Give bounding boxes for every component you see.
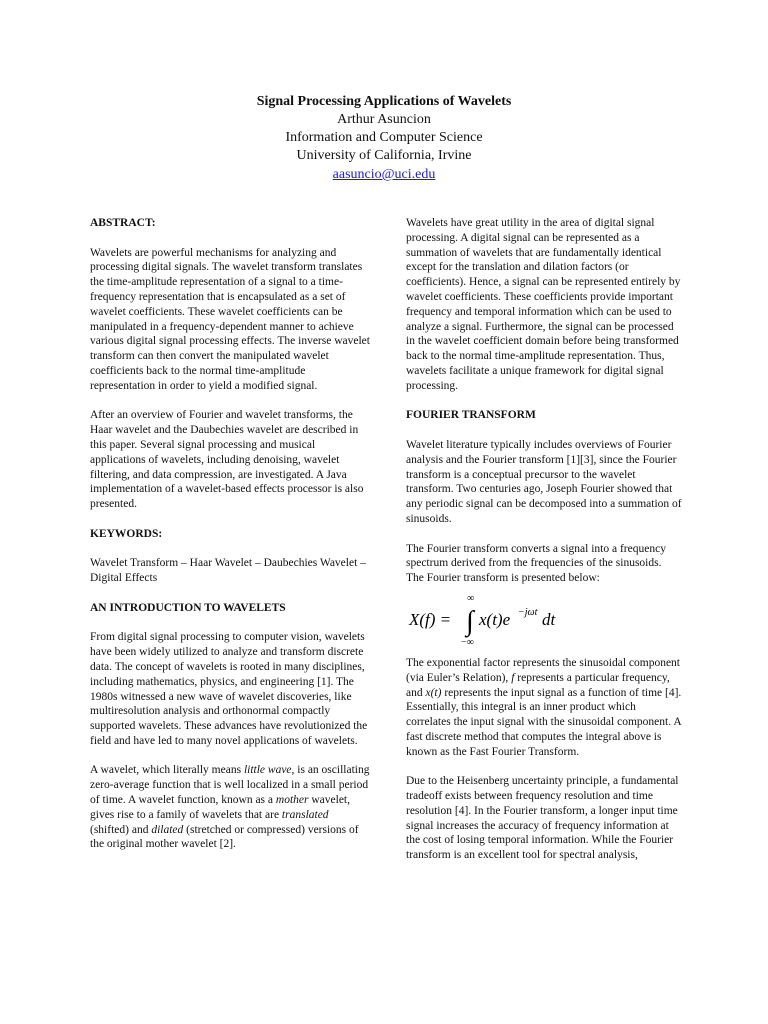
fourier-paragraph-1: Wavelet literature typically includes overviews of Fourier analysis and the Fourier transform [1][3], since the Fourier transform is a conceptual precursor to the wavelet transform. Two centuries ago, Joseph Fourier showed that any periodic signal can be decomposed into a summation of sinusoids. — [406, 438, 682, 525]
formula-lower-limit: −∞ — [461, 636, 474, 648]
keywords-text: Wavelet Transform – Haar Wavelet – Daubechies Wavelet – Digital Effects — [90, 557, 366, 585]
fourier-paragraph-3: The exponential factor represents the sinusoidal component (via Euler’s Relation), f represents a particular frequency, and x(t) represents the input signal as a function of time [4]. Essentially, this integral is an inner product which correlates the input signal with the sinusoidal component. A fast discrete method that computes the integral above is known as the Fast Fourier Transform. — [406, 656, 682, 758]
paper-title: Signal Processing Applications of Wavelets — [256, 94, 512, 109]
fourier-formula-svg — [406, 590, 606, 648]
italic-dilated: dilated — [151, 823, 184, 836]
italic-x-of-t: x(t) — [425, 686, 442, 699]
author-name: Arthur Asuncion — [337, 112, 431, 127]
author-email-link[interactable]: aasuncio@uci.edu — [332, 167, 436, 182]
formula-upper-limit: ∞ — [467, 592, 475, 604]
left-column — [90, 216, 370, 867]
abstract-heading: ABSTRACT: — [90, 217, 156, 229]
formula-body: x(t)e — [479, 609, 511, 629]
department: Information and Computer Science — [285, 130, 483, 145]
formula-exponent: −jωt — [518, 606, 538, 618]
italic-f: f — [511, 671, 515, 684]
fourier-heading: FOURIER TRANSFORM — [406, 409, 536, 422]
intro-heading: AN INTRODUCTION TO WAVELETS — [90, 601, 286, 614]
formula-lhs: X(f) = — [409, 609, 452, 629]
intro-paragraph-1: From digital signal processing to computer vision, wavelets have been widely utilized to analyze and transform discrete data. The concept of wavelets is rooted in many disciplines, including mathematics, physics, and engineering [1]. The 1980s witnessed a new wave of wavelet discoveries, like multiresolution analysis and orthonormal compactly supported wavelets. These advances have revolutionized the field and have led to many novel applications of wavelets. — [90, 631, 368, 747]
paper-header — [0, 93, 768, 184]
italic-little-wave: little wave — [243, 764, 292, 777]
abstract-paragraph-2: After an overview of Fourier and wavelet transforms, the Haar wavelet and the Daubechies wavelet are described in this paper. Several signal processing and musical applications of wavelets, including denoising, wavelet filtering, and data compression, are investigated. A Java implementation of a wavelet-based effects processor is also presented. — [90, 409, 364, 511]
right-column — [406, 216, 682, 878]
university: University of California, Irvine — [296, 148, 472, 163]
intro-paragraph-2: A wavelet, which literally means little wave, is an oscillating zero-average function that is well localized in a small period of time. A wavelet function, known as a mother wavelet, gives rise to a family of wavelets that are translated (shifted) and dilated (stretched or compressed) versions of the original mother wavelet [2]. — [90, 764, 370, 851]
wavelets-utility-paragraph: Wavelets have great utility in the area of digital signal processing. A digital signal can be represented as a summation of wavelets that are fundamentally identical except for the translation and dilation factors (or coefficients). Hence, a signal can be represented entirely by wavelet coefficients. These coefficients provide important frequency and temporal information which can be used to analyze a signal. Furthermore, the signal can be processed in the wavelet coefficient domain before being transformed back to the normal time-amplitude representation. Thus, wavelets facilitate a unique framework for digital signal processing. — [406, 217, 681, 392]
fourier-paragraph-4: Due to the Heisenberg uncertainty principle, a fundamental tradeoff exists between frequency resolution and time resolution [4]. In the Fourier transform, a longer input time signal increases the accuracy of frequency information at the cost of losing temporal information. While the Fourier transform is an excellent tool for spectral analysis, — [406, 775, 679, 862]
fourier-paragraph-2: The Fourier transform converts a signal into a frequency spectrum derived from the frequencies of the sinusoids. The Fourier transform is presented below: — [406, 542, 666, 585]
fourier-formula — [406, 590, 682, 648]
abstract-paragraph-1: Wavelets are powerful mechanisms for analyzing and processing digital signals. The wavelet transform translates the time-amplitude representation of a signal to a time-frequency representation that is encapsulated as a set of wavelet coefficients. These wavelet coefficients can be manipulated in a frequency-dependent manner to achieve various digital signal processing effects. The inverse wavelet transform can then convert the manipulated wavelet coefficients back to the normal time-amplitude representation in order to yield a modified signal. — [90, 246, 370, 392]
italic-mother: mother — [275, 794, 309, 807]
italic-translated: translated — [281, 808, 329, 821]
formula-dt: dt — [542, 609, 556, 629]
keywords-heading: KEYWORDS: — [90, 527, 163, 540]
formula-integral-sign: ∫ — [466, 605, 474, 637]
